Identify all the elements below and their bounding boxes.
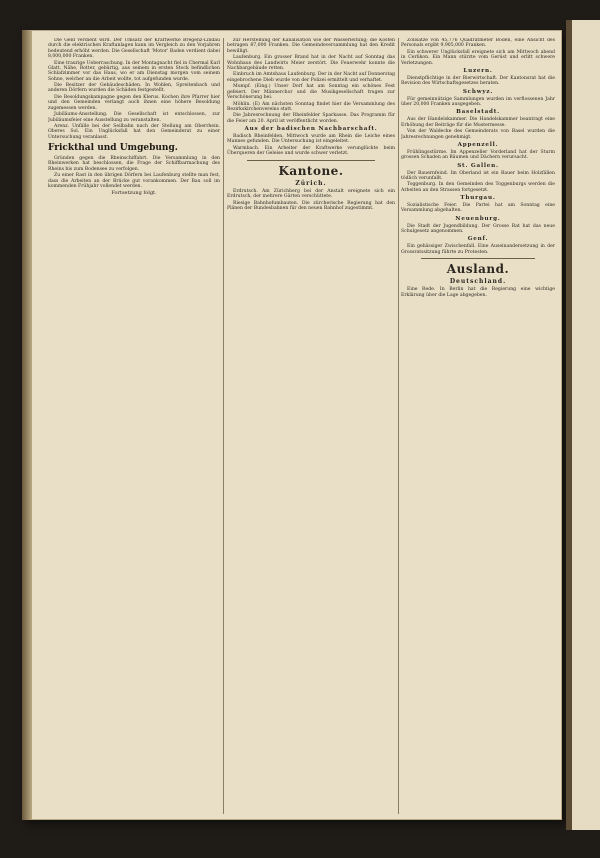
canton-heading: Schwyz. <box>462 88 494 95</box>
article: Frühlingsstürme. Im Appenzeller Vorderland hat der Sturm grossen Schaden an Bäumen und Dächern verursacht. <box>401 149 555 161</box>
article: Arenz. Unfälle bei der Seilbahn nach der Stellung am Oberrhein. Oberes Sol. Ein Unglücksfall hat den Gemeinderat zu einer Untersuchung veranlasst. <box>48 124 220 140</box>
canton-heading: Neuenburg. <box>455 215 501 222</box>
column-3 <box>401 38 555 814</box>
column-rule <box>398 38 399 814</box>
article: Zollsätze von 45,776 Quadratmeter Boden, eine Ansicht des Personals ergibt 9,905,000 Franken. <box>401 38 555 49</box>
column-1 <box>48 38 220 814</box>
page-binding <box>22 30 32 820</box>
canton-heading: St. Gallen. <box>457 162 499 169</box>
divider <box>421 258 535 259</box>
section-title: Kantone. <box>278 163 344 178</box>
subsection-title: Zürich. <box>295 179 327 187</box>
article: Badisch Rheinfelden. Mittwoch wurde am Rhein die Leiche eines Mannes gefunden. Die Untersuchung ist eingeleitet. <box>227 134 395 145</box>
article: Der Bauernfeind. Im Oberland ist ein Bauer beim Holzfällen tödlich verunfallt. <box>401 170 555 181</box>
article: Möhlin. (E) Am nächsten Sonntag findet hier die Versammlung des Bezirkskirchenvereins statt. <box>227 101 395 112</box>
article: Ein schwerer Unglücksfall ereignete sich am Mittwoch abend in Cerlikon. Ein Mann stürzte vom Gerüst und erlitt schwere Verletzungen. <box>401 49 555 66</box>
page-binding <box>566 20 572 830</box>
canton-heading: Appenzell. <box>457 141 499 148</box>
canton-heading: Thurgau. <box>460 195 496 202</box>
divider <box>247 160 375 161</box>
section-title: Ausland. <box>446 262 510 277</box>
adjacent-page-edge <box>566 20 600 830</box>
article: Riesige Bahnhofumbauten. Die zürcherische Regierung hat den Plänen der Bundesbahnen für den neuen Bahnhof zugestimmt. <box>227 200 395 211</box>
article: Die Geld verdient wird. Der Umsatz der Kraftwerke Bregenz-Lindau durch die elektrischen Kraftanlagen kann im Vergleich zu den Vorjahren bedeutend erhöht werden. Die Gesellschaft 'Motor' Baden verdient dabei 8,000,000 Franken. <box>48 38 220 60</box>
article: Jubiläums-Ansstellung. Die Gesellschaft ist entschlossen, zur Jubiläumsfeier eine Ausstellung zu veranstalten. <box>48 112 220 123</box>
canton-heading: Luzern. <box>463 67 493 74</box>
section-heading: Aus der badischen Nachbarschaft. <box>244 126 378 133</box>
article: Die Besitzer der Gebäudeschäden. In Wohlen, Spreitenbach und anderen Dörfern wurden die Schäden festgestellt. <box>48 83 220 94</box>
section-heading: Frickthal und Umgebung. <box>48 143 178 154</box>
article: Die Stadt der Jugendbildung. Der Grosse Rat hat das neue Schulgesetz angenommen. <box>401 223 555 235</box>
article: Mumpf. (Eing.) Unser Dorf hat am Sonntag ein schönes Fest gefeiert. Der Männerchor und die Musikgesellschaft trugen zur Verschönerung bei. <box>227 84 395 100</box>
article: Sozialistische Feier. Die Partei hat am Sonntag eine Versammlung abgehalten. <box>401 203 555 214</box>
article: Dienstpflichtige in der Bierwirtschaft. Der Kantonsrat hat die Revision des Wirtschaftsgesetzes beraten. <box>401 75 555 87</box>
article: Zu einer Rast in den übrigen Dörfern bei Laufenburg stellte man fest, dass die Arbeiten an der Brücke gut vorankommen. Der Bau soll im kommenden Frühjahr vollendet werden. <box>48 173 220 190</box>
article: Warmbach. Ein Arbeiter der Kraftwerke verunglückte beim Überqueren der Geleise und wurde schwer verletzt. <box>227 145 395 157</box>
article: Eine Rede. In Berlin hat die Regierung eine wichtige Erklärung über die Lage abgegeben. <box>401 287 555 298</box>
article: Die Jahresrechnung der Rheinfelder Sparkasse. Das Programm für die Feier am 20. April ist veröffentlicht worden. <box>227 113 395 124</box>
article: zur Herstellung der Kanalisation wie der Wasserleitung; die Kosten betragen 87,000 Franken. Die Gemeindeversammlung hat den Kredit bewilligt. <box>227 38 395 54</box>
article: Eine traurige Ueberraschung. In der Montagnacht fiel in Chermal Karl Glatt, Nähe, Rotter, gebürtig, aus seinem in ersten Stock befindlichen Schlafzimmer vor das Haus, wo er am Dienstag morgen vom seinem Sohne, welcher an die Arbeit wollte, tot aufgefunden wurde. <box>48 60 220 82</box>
article: Für gemeinnützige Sammlungen wurden im verflossenen Jahr über 20,000 Franken ausgegeben. <box>401 96 555 107</box>
article: Ein gehässiger Zwischenfall. Eine Auseinandersetzung in der Grossratssitzung führte zu Protesten. <box>401 244 555 255</box>
column-rule <box>223 38 224 814</box>
subsection-title: Deutschland. <box>449 278 507 286</box>
continuation-note: Fortsetzung folgt. <box>111 190 157 197</box>
article: Laufenburg. Ein grosser Brand hat in der Nacht auf Sonntag das Wohnhaus des Landwirts Meier zerstört. Die Feuerwehr konnte die Nachbargebäude retten. <box>227 55 395 71</box>
article: Von der Waldecke des Gemeinderats von Basel wurden die Jahresrechnungen genehmigt. <box>401 129 555 140</box>
canton-heading: Baselstadt. <box>456 109 500 116</box>
article: Aus der Handelskammer. Die Handelskammer beantragt eine Erhöhung der Beiträge für die Mustermesse. <box>401 117 555 128</box>
article: Toggenburg. In den Gemeinden des Toggenburgs werden die Arbeiten an den Strassen fortgesetzt. <box>401 182 555 193</box>
article: Gründen gegen die Rheinschiffahrt. Die Versammlung in den Rheinwerken hat beschlossen, die Frage der Schiffbarmachung des Rheins bis zum Bodensee zu verfolgen. <box>48 156 220 172</box>
article: Erdrutsch. Am Zürichberg bei der Anstalt ereignete sich ein Erdrutsch, der mehrere Gärten verschüttete. <box>227 188 395 199</box>
article: Einbruch im Amtshaus Laufenburg. Der in der Nacht auf Donnerstag eingebrochene Dieb wurde von der Polizei ermittelt und verhaftet. <box>227 72 395 83</box>
article: Die Besoldungskampagne gegen den Klerus. Kochen ihre Pfarrer hier und den Gemeinden verlangt auch ihnen eine höhere Besoldung zugemessen werden. <box>48 95 220 111</box>
canton-heading: Genf. <box>467 236 489 243</box>
newspaper-page <box>22 30 562 820</box>
column-2 <box>227 38 395 814</box>
